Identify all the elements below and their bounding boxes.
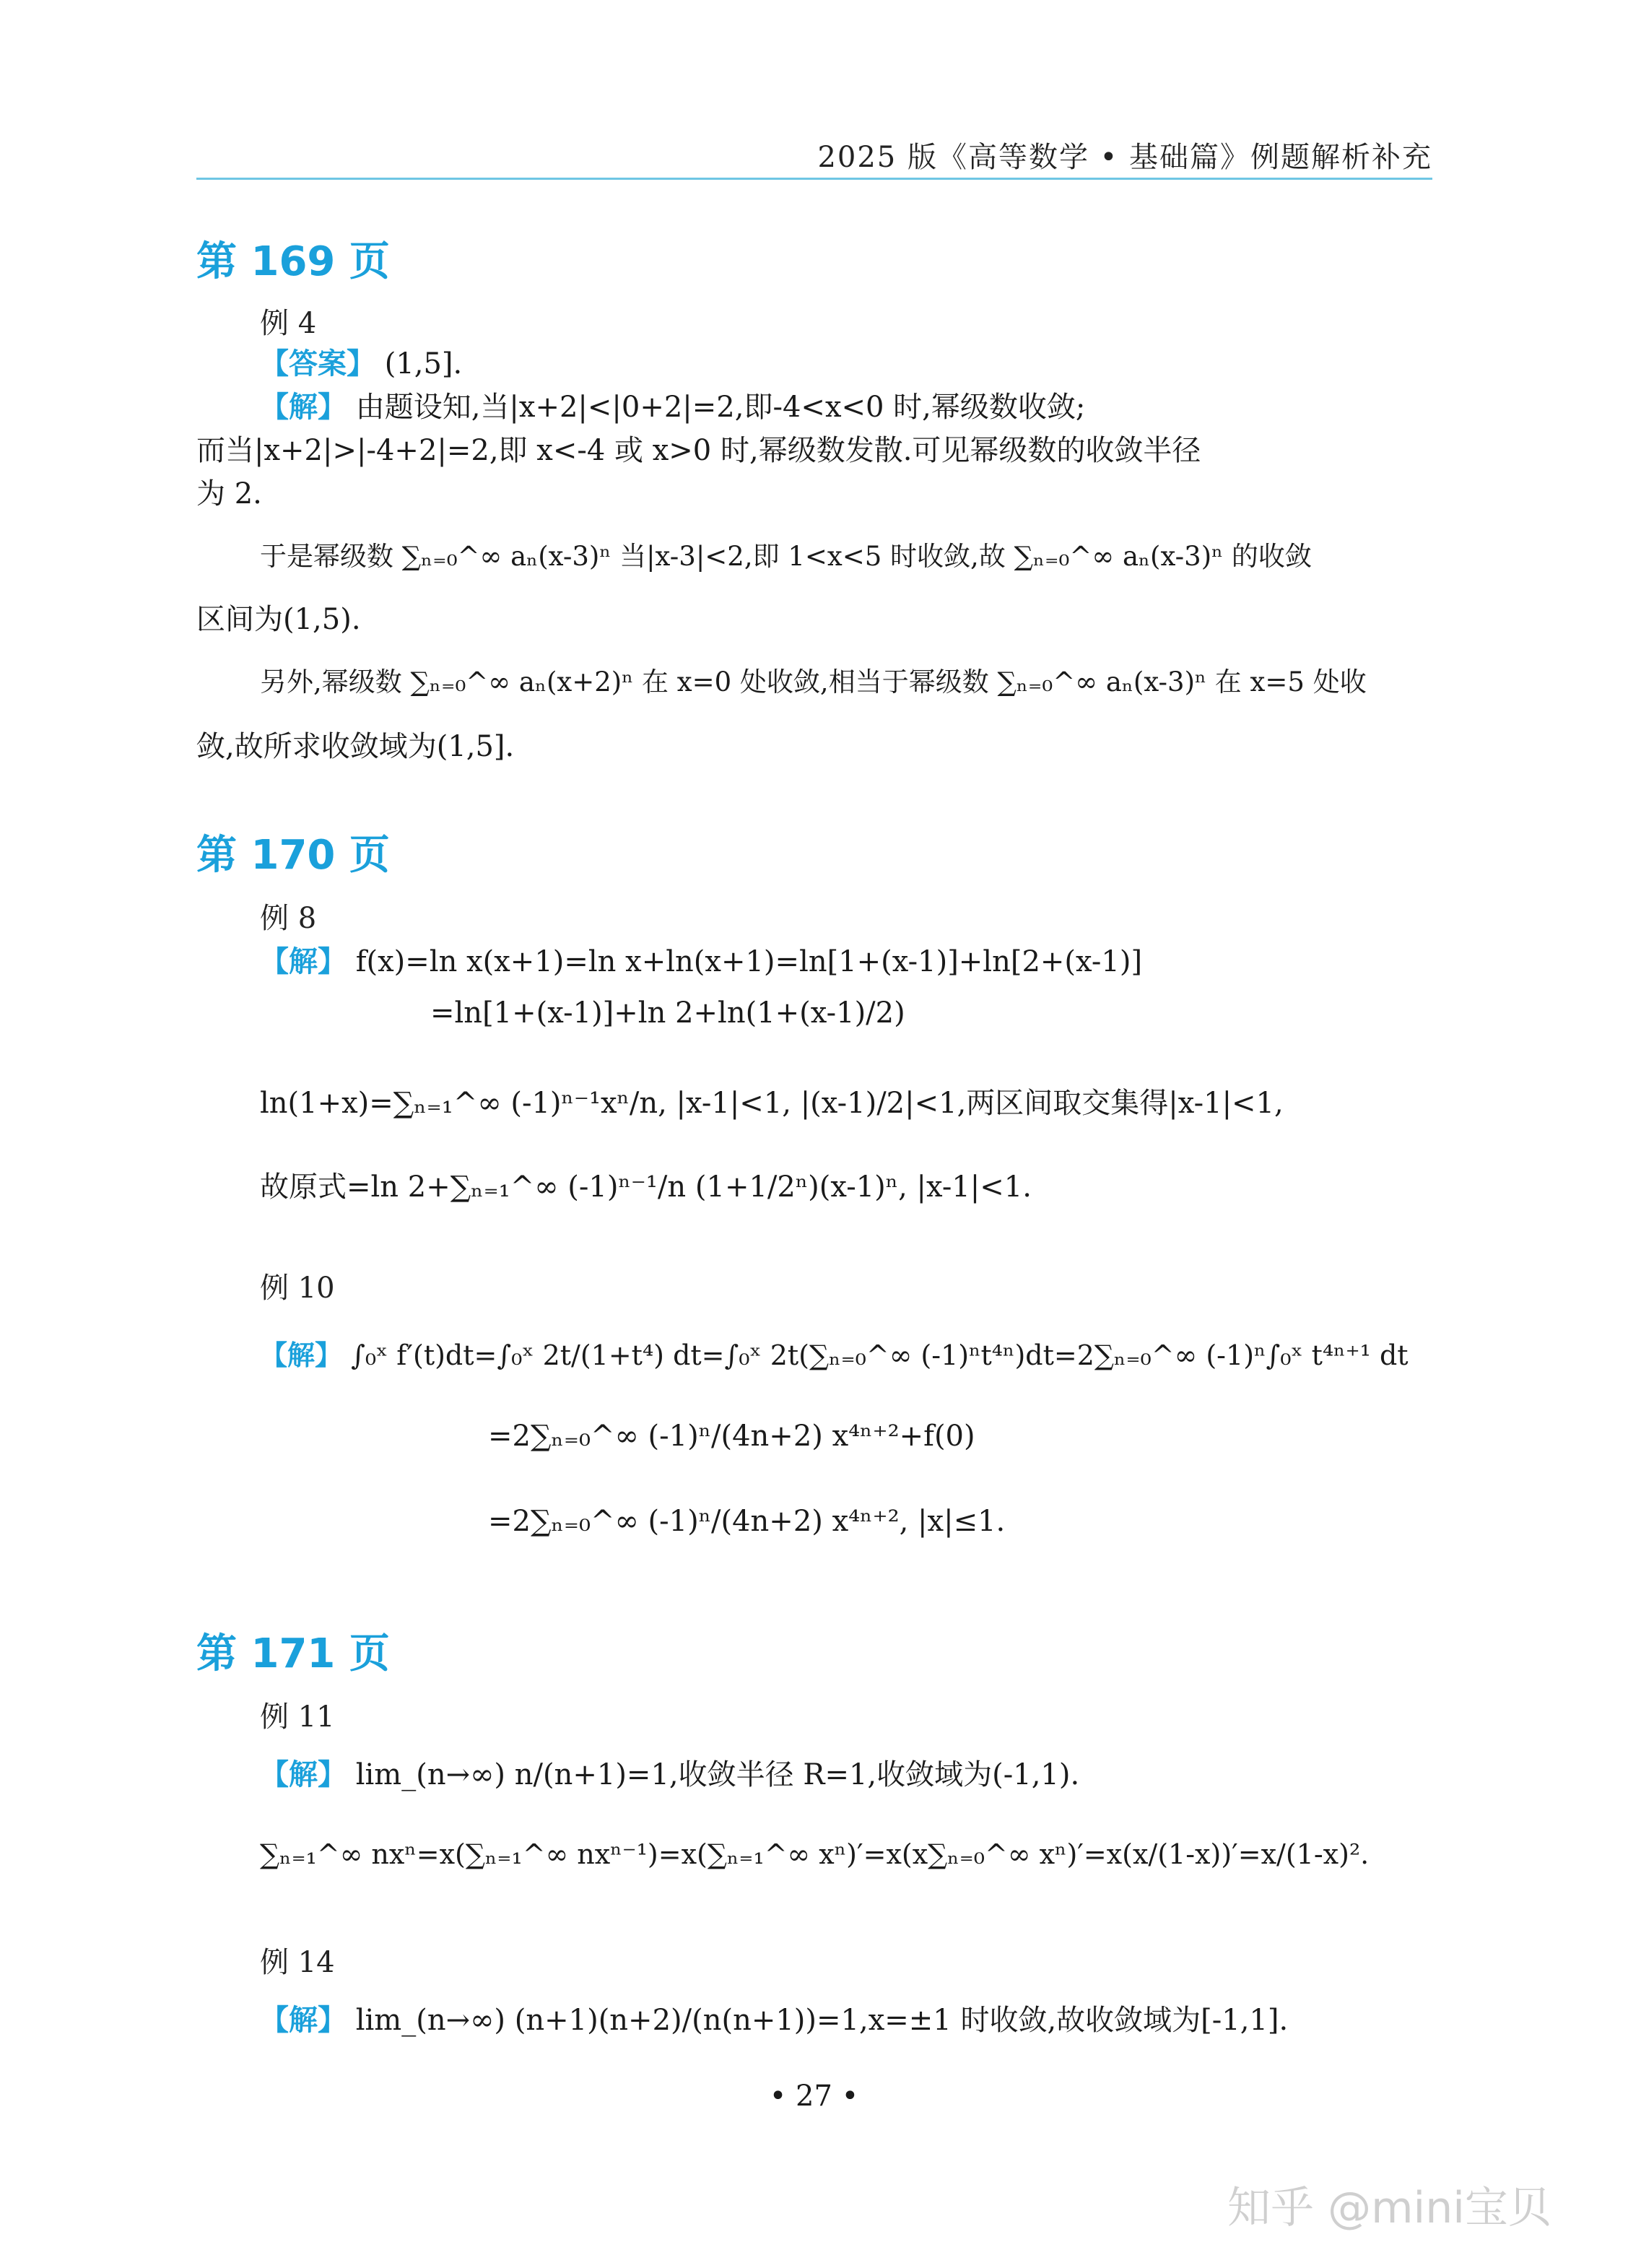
solution-tag: 【解】	[260, 1339, 343, 1371]
page-number: • 27 •	[769, 2080, 859, 2113]
solution-line: =ln[1+(x-1)]+ln 2+ln(1+(x-1)/2)	[430, 996, 905, 1030]
solution-tag: 【解】	[260, 945, 347, 978]
solution-line: =2∑ₙ₌₀^∞ (-1)ⁿ/(4n+2) x⁴ⁿ⁺²+f(0)	[488, 1420, 975, 1453]
solution-line: 【解】 f(x)=ln x(x+1)=ln x+ln(x+1)=ln[1+(x-1)]+ln[2+(x-1)]	[260, 945, 1143, 978]
solution-line: 另外,幂级数 ∑ₙ₌₀^∞ aₙ(x+2)ⁿ 在 x=0 处收敛,相当于幂级数 ∑ₙ₌₀^∞ aₙ(x-3)ⁿ 在 x=5 处收	[260, 666, 1367, 698]
solution-line: 区间为(1,5).	[196, 603, 361, 636]
solution-line: 【解】 由题设知,当|x+2|<|0+2|=2,即-4<x<0 时,幂级数收敛;	[260, 391, 1086, 424]
solution-line: 而当|x+2|>|-4+2|=2,即 x<-4 或 x>0 时,幂级数发散.可见幂级数的收敛半径	[196, 434, 1201, 467]
example-label-14: 例 14	[260, 1946, 335, 1979]
running-header: 2025 版《高等数学 • 基础篇》例题解析补充	[817, 141, 1432, 174]
solution-line: 敛,故所求收敛域为(1,5].	[196, 730, 515, 763]
example-label-8: 例 8	[260, 902, 317, 935]
solution-tag: 【解】	[260, 2004, 347, 2037]
watermark: 知乎 @mini宝贝	[1227, 2183, 1551, 2233]
answer-line: 【答案】 (1,5].	[260, 347, 463, 381]
solution-line: 【解】 ∫₀ˣ f′(t)dt=∫₀ˣ 2t/(1+t⁴) dt=∫₀ˣ 2t(∑ₙ₌₀^∞ (-1)ⁿt⁴ⁿ)dt=2∑ₙ₌₀^∞ (-1)ⁿ∫₀ˣ t⁴ⁿ⁺¹ dt	[260, 1339, 1409, 1371]
section-heading-170: 第 170 页	[196, 832, 390, 879]
solution-line: =2∑ₙ₌₀^∞ (-1)ⁿ/(4n+2) x⁴ⁿ⁺², |x|≤1.	[488, 1505, 1006, 1538]
solution-line: 【解】 lim_(n→∞) n/(n+1)=1,收敛半径 R=1,收敛域为(-1,1).	[260, 1758, 1080, 1791]
solution-tag: 【解】	[260, 391, 347, 424]
example-label-10: 例 10	[260, 1272, 335, 1305]
solution-line: 故原式=ln 2+∑ₙ₌₁^∞ (-1)ⁿ⁻¹/n (1+1/2ⁿ)(x-1)ⁿ, |x-1|<1.	[260, 1170, 1032, 1204]
solution-line: ∑ₙ₌₁^∞ nxⁿ=x(∑ₙ₌₁^∞ nxⁿ⁻¹)=x(∑ₙ₌₁^∞ xⁿ)′=x(x∑ₙ₌₀^∞ xⁿ)′=x(x/(1-x))′=x/(1-x)².	[260, 1838, 1370, 1870]
solution-tag: 【解】	[260, 1758, 347, 1791]
solution-tag: 【答案】	[260, 347, 375, 381]
example-label-4: 例 4	[260, 307, 317, 340]
solution-line: 为 2.	[196, 477, 262, 510]
section-heading-169: 第 169 页	[196, 238, 390, 285]
solution-line: ln(1+x)=∑ₙ₌₁^∞ (-1)ⁿ⁻¹xⁿ/n, |x-1|<1, |(x-1)/2|<1,两区间取交集得|x-1|<1,	[260, 1087, 1284, 1120]
header-rule	[196, 178, 1432, 180]
solution-line: 于是幂级数 ∑ₙ₌₀^∞ aₙ(x-3)ⁿ 当|x-3|<2,即 1<x<5 时收敛,故 ∑ₙ₌₀^∞ aₙ(x-3)ⁿ 的收敛	[260, 541, 1312, 572]
example-label-11: 例 11	[260, 1700, 335, 1734]
solution-line: 【解】 lim_(n→∞) (n+1)(n+2)/(n(n+1))=1,x=±1 时收敛,故收敛域为[-1,1].	[260, 2004, 1289, 2037]
section-heading-171: 第 171 页	[196, 1630, 390, 1677]
